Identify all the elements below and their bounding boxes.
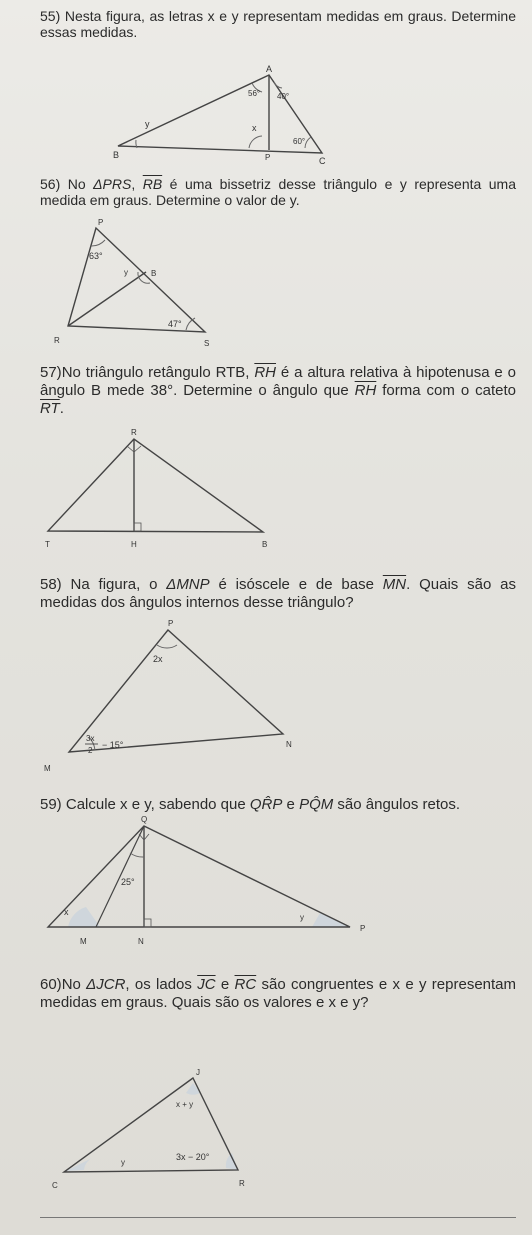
label-Q: Q <box>141 815 148 824</box>
label-P: P <box>360 924 366 933</box>
label-H: H <box>131 540 137 549</box>
label-B: B <box>262 540 268 549</box>
text-part: são ângulos retos. <box>333 796 460 813</box>
text-part: e <box>282 796 300 813</box>
segment-RB: $\overline{RB}$ <box>142 176 163 192</box>
text-part: é isóscele e de base <box>209 576 383 593</box>
angle-60: 60° <box>293 137 306 146</box>
label-P: P <box>98 218 104 227</box>
label-J: J <box>196 1068 200 1077</box>
angle-40: 40° <box>277 92 290 101</box>
text-part: No <box>67 176 94 192</box>
text-part: , os lados <box>125 976 198 993</box>
label-x: x <box>252 123 257 133</box>
segment-RH: $\overline{RH}$ <box>354 382 377 399</box>
label-N: N <box>138 937 144 946</box>
text-part: são congruentes e x e y representam medidas em graus. Quais são os valores e x e y? <box>40 976 517 1011</box>
text-part: No triângulo retângulo RTB, <box>61 364 255 381</box>
text-part: . Quais são as medidas dos ângulos internos desse triângulo? <box>40 576 516 611</box>
problem-number: 55) <box>40 8 61 24</box>
angle-47: 47° <box>168 319 182 329</box>
label-C: C <box>52 1181 58 1190</box>
text-part: No <box>61 976 87 993</box>
problem-number: 56) <box>40 176 61 192</box>
problem-statement: Nesta figura, as letras x e y representam medidas em graus. Determine essas medidas. <box>40 8 516 40</box>
angle-3x-minus-20: 3x − 20° <box>176 1152 210 1162</box>
label-S: S <box>204 339 210 348</box>
angle-63: 63° <box>89 251 103 261</box>
label-y: y <box>300 913 304 922</box>
page-bottom-rule <box>40 1217 516 1218</box>
segment-MN: $\overline{MN}$ <box>382 576 407 593</box>
text-part: Na figura, o <box>70 576 167 593</box>
label-M: M <box>80 937 87 946</box>
segment-RC: $\overline{RC}$ <box>234 976 257 993</box>
label-N: N <box>286 740 292 749</box>
angle-25: 25° <box>121 877 135 887</box>
label-x: x <box>64 907 69 917</box>
angle-2x: 2x <box>153 654 163 664</box>
segment-RT: $\overline{RT}$ <box>40 400 60 417</box>
segment-RH: $\overline{RH}$ <box>254 364 277 381</box>
segment-JC: $\overline{JC}$ <box>197 976 216 993</box>
label-y: y <box>124 268 128 277</box>
angle-PQM: PQ̂M <box>299 796 334 813</box>
label-R: R <box>54 336 60 345</box>
angle-QRP: QR̂P <box>249 796 283 813</box>
label-y: y <box>145 119 150 129</box>
problem-number: 59) <box>40 796 62 813</box>
problem-number: 58) <box>40 576 62 593</box>
text-part: Calcule x e y, sabendo que <box>65 796 250 813</box>
problem-number: 60) <box>40 976 62 993</box>
label-P: P <box>168 619 174 628</box>
angle-x-plus-y: x + y <box>176 1100 194 1109</box>
label-T: T <box>45 540 50 549</box>
problem-number: 57) <box>40 364 62 381</box>
label-B: B <box>151 269 157 278</box>
angle-expression: − 15° <box>102 740 124 750</box>
triangle-name: ΔPRS <box>93 176 132 192</box>
triangle-name: ΔMNP <box>166 576 210 593</box>
label-R: R <box>239 1179 245 1188</box>
label-B: B <box>113 150 120 160</box>
text-part: e <box>215 976 235 993</box>
label-M: M <box>44 764 51 773</box>
label-A: A <box>266 64 273 74</box>
text-part: é uma bissetriz desse triângulo e y representa uma medida em graus. Determine o valor de y. <box>40 176 517 208</box>
label-y: y <box>121 1158 125 1167</box>
fraction-numerator: 3x <box>86 734 95 743</box>
label-R: R <box>131 428 137 437</box>
triangle-name: ΔJCR <box>86 976 126 993</box>
text-part: . <box>59 400 64 417</box>
label-P: P <box>265 153 271 162</box>
fraction-denominator: 2 <box>88 746 93 755</box>
text-part: , <box>131 176 143 192</box>
angle-56: 56° <box>248 89 261 98</box>
text-part: forma com o cateto <box>376 382 516 399</box>
label-C: C <box>319 156 326 166</box>
text-part: é a altura relativa à hipotenusa e o ângulo B mede 38°. Determine o ângulo que <box>40 364 516 399</box>
